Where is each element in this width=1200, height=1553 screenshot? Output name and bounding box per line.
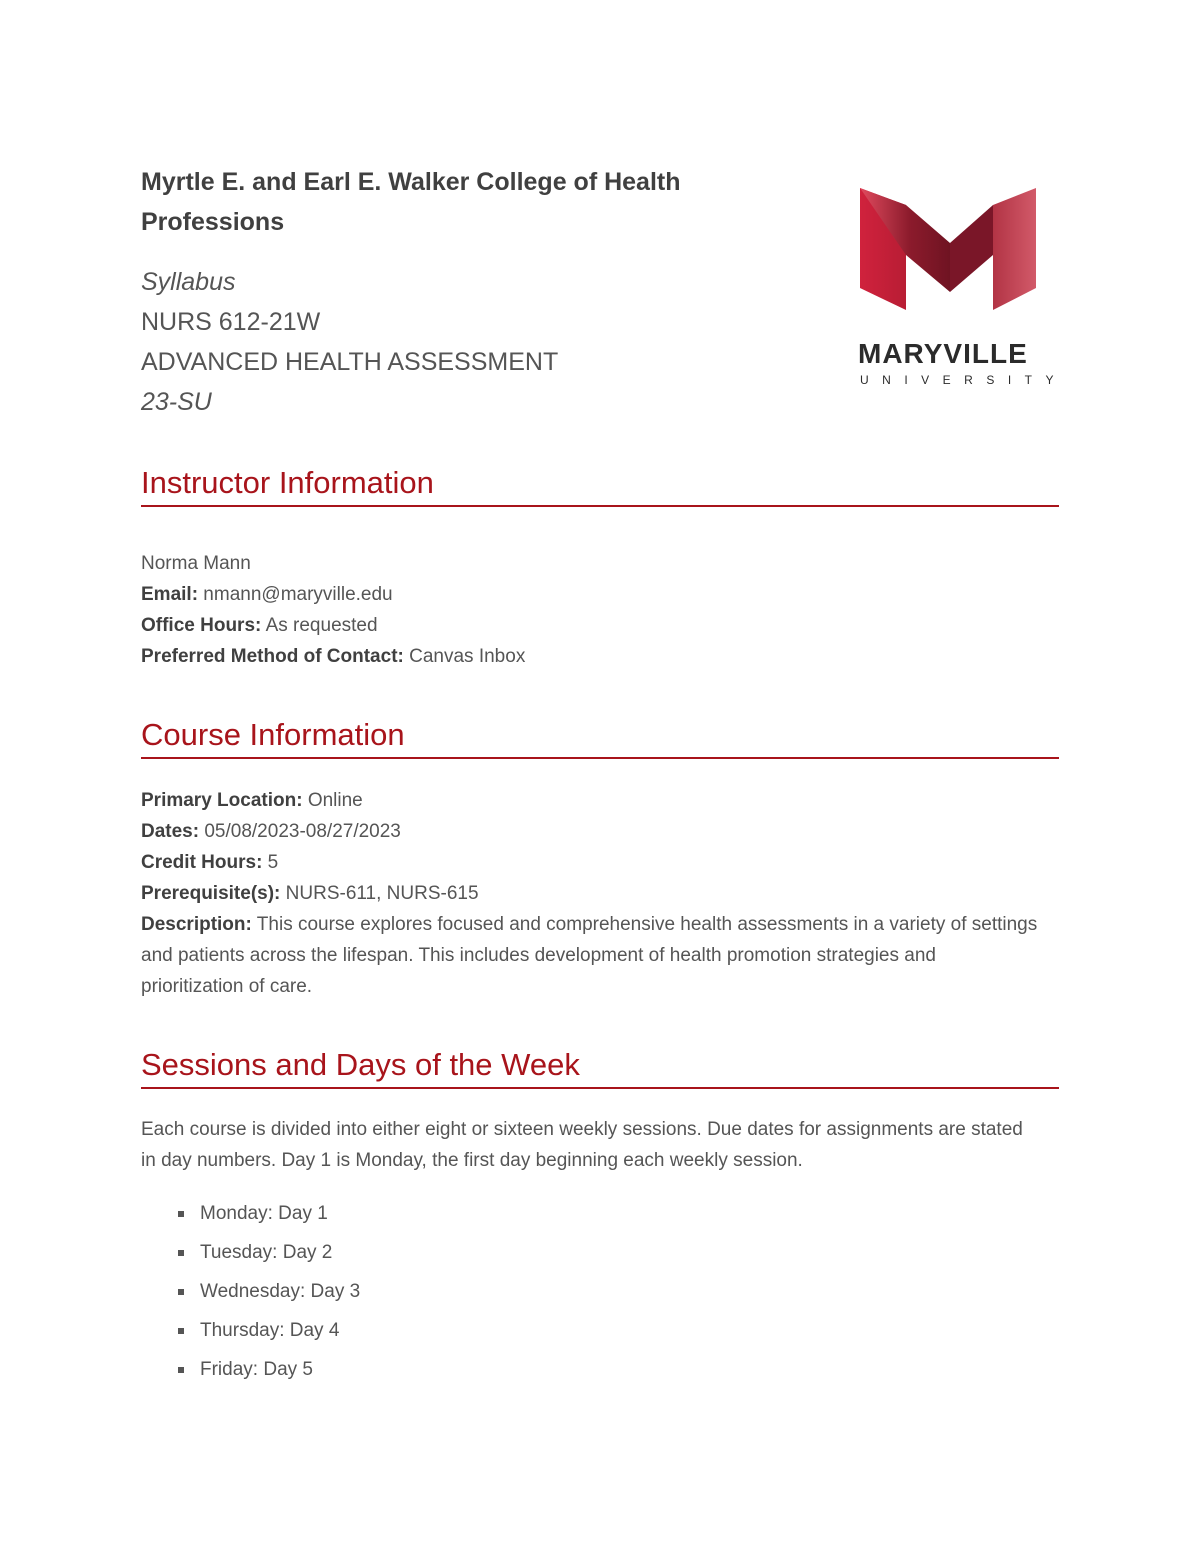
prereq-value: NURS-611, NURS-615 [280,883,479,904]
logo-center-right [950,205,993,292]
credit-value: 5 [262,852,279,873]
course-term: 23-SU [141,388,212,416]
prereq-label: Prerequisite(s): [141,883,281,904]
dates-row [141,816,1041,847]
instructor-name: Norma Mann [141,553,251,574]
logo-subtitle: UNIVERSITY [860,373,1068,387]
day-label: Tuesday: Day 2 [200,1242,333,1263]
description-row [141,909,1041,1002]
credit-label: Credit Hours: [141,852,263,873]
logo-wordmark: MARYVILLE [858,338,1028,369]
day-label: Friday: Day 5 [200,1359,313,1380]
day-label: Monday: Day 1 [200,1203,328,1224]
location-value: Online [302,790,363,811]
course-code: NURS 612-21W [141,308,321,336]
logo-right-panel [993,188,1036,310]
syllabus-label: Syllabus [141,268,236,296]
square-bullet-icon [178,1211,184,1217]
list-item [141,1272,360,1311]
course-heading: Course Information [141,715,1059,759]
square-bullet-icon [178,1367,184,1373]
instructor-details [141,548,1041,672]
contact-label: Preferred Method of Contact: [141,646,404,667]
location-label: Primary Location: [141,790,303,811]
contact-row [141,641,1041,672]
email-label: Email: [141,584,199,605]
description-label: Description: [141,914,252,935]
email-value[interactable]: nmann@maryville.edu [198,584,393,605]
contact-value: Canvas Inbox [403,646,526,667]
sessions-intro: Each course is divided into either eight or sixteen weekly sessions. Due dates for assignments are stated in day numbers. Day 1 is Monday, the first day beginning each weekly session. [141,1119,1023,1171]
square-bullet-icon [178,1289,184,1295]
course-title: ADVANCED HEALTH ASSESSMENT [141,348,559,376]
square-bullet-icon [178,1328,184,1334]
description-value: This course explores focused and comprehensive health assessments in a variety of settings and patients across the lifespan. This includes development of health promotion strategies and prioritization of care. [141,914,1038,997]
dates-label: Dates: [141,821,200,842]
credit-row [141,847,1041,878]
prereq-row [141,878,1041,909]
list-item [141,1194,360,1233]
list-item [141,1233,360,1272]
office-hours-label: Office Hours: [141,615,262,636]
dates-value: 05/08/2023-08/27/2023 [199,821,401,842]
office-hours-value: As requested [261,615,378,636]
day-label: Wednesday: Day 3 [200,1281,361,1302]
square-bullet-icon [178,1250,184,1256]
sessions-heading: Sessions and Days of the Week [141,1045,1059,1089]
list-item [141,1311,360,1350]
list-item [141,1350,360,1389]
location-row [141,785,1041,816]
course-details [141,785,1041,1002]
days-list [141,1194,360,1389]
office-hours-row [141,610,1041,641]
instructor-heading: Instructor Information [141,463,1059,507]
college-name: Myrtle E. and Earl E. Walker College of Health Professions [141,168,681,236]
instructor-email-row [141,579,1041,610]
course-header [141,262,558,422]
day-label: Thursday: Day 4 [200,1320,340,1341]
